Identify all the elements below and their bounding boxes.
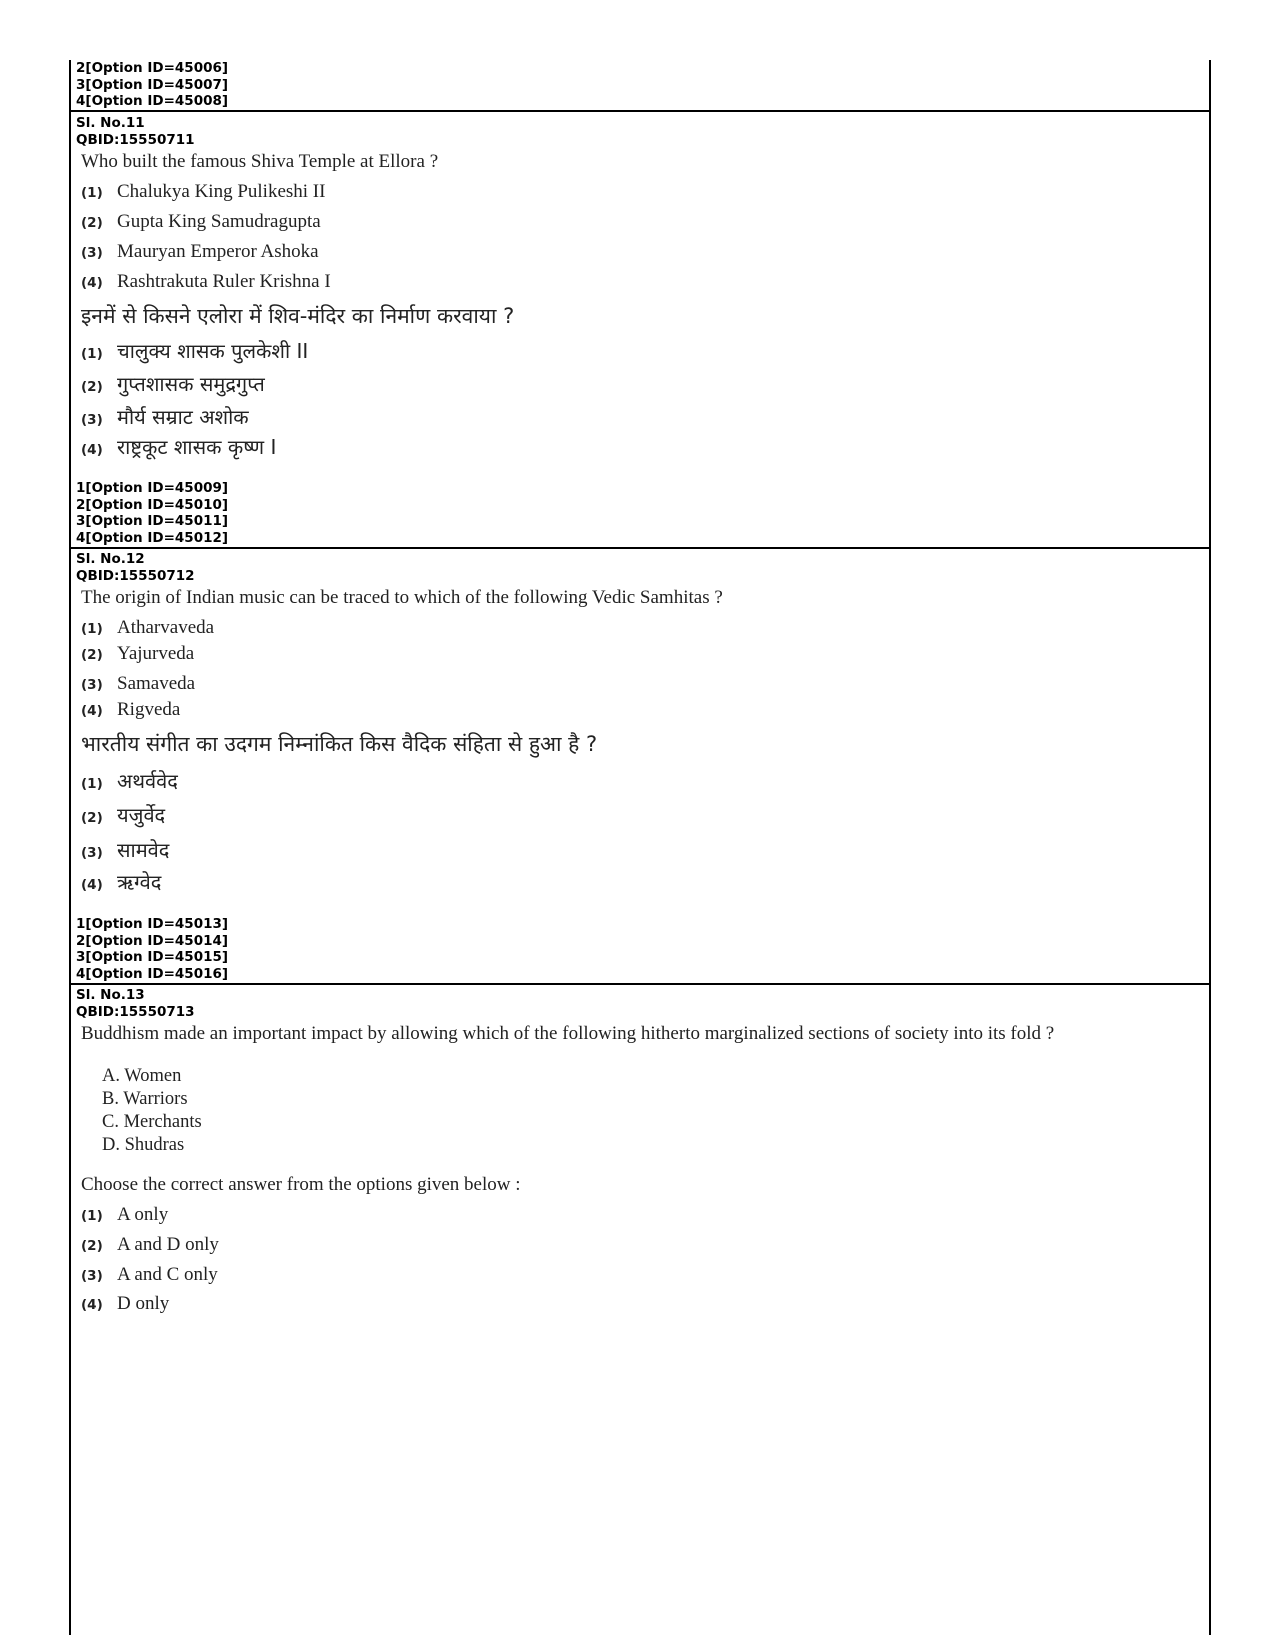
statement-list	[102, 1065, 202, 1157]
option-id: 2[Option ID=45006]	[76, 60, 229, 76]
option-hi-4: (4) ऋग्वेद	[81, 870, 162, 894]
option-id: 3[Option ID=45015]	[76, 949, 229, 965]
option-en-4: (4) Rashtrakuta Ruler Krishna I	[81, 271, 331, 292]
option-en-4: (4) D only	[81, 1293, 170, 1314]
option-id: 3[Option ID=45011]	[76, 513, 229, 529]
serial-number: Sl. No.13	[76, 987, 145, 1003]
option-id: 1[Option ID=45009]	[76, 480, 229, 496]
option-id: 4[Option ID=45016]	[76, 965, 229, 982]
option-ids	[71, 480, 228, 546]
option-id: 3[Option ID=45007]	[76, 76, 229, 93]
question-text-en: Buddhism made an important impact by allowing which of the following hitherto marginalized sections of society into its fold ?	[81, 1023, 1055, 1044]
option-id: 2[Option ID=45014]	[76, 932, 229, 949]
serial-number: Sl. No.11	[76, 115, 145, 131]
question-text-hi: भारतीय संगीत का उदगम निम्नांकित किस वैदिक संहिता से हुआ है ?	[81, 732, 598, 756]
option-en-3: (3) Mauryan Emperor Ashoka	[81, 241, 319, 262]
option-id: 4[Option ID=45008]	[76, 93, 229, 109]
statement: D. Shudras	[102, 1135, 185, 1155]
serial-number: Sl. No.12	[76, 551, 145, 567]
option-en-2: (2) Yajurveda	[81, 643, 195, 664]
question-11	[71, 115, 1209, 545]
question-12	[71, 551, 1209, 981]
option-hi-1: (1) चालुक्य शासक पुलकेशी II	[81, 339, 309, 363]
option-en-3: (3) A and C only	[81, 1264, 218, 1285]
section-divider	[71, 547, 1209, 549]
question-text-en: The origin of Indian music can be traced to which of the following Vedic Samhitas ?	[81, 587, 723, 608]
qbid: QBID:15550712	[76, 567, 195, 584]
option-id: 2[Option ID=45010]	[76, 496, 229, 513]
option-en-4: (4) Rigveda	[81, 699, 181, 720]
question-text-hi: इनमें से किसने एलोरा में शिव-मंदिर का निर्माण करवाया ?	[81, 304, 515, 328]
option-hi-2: (2) यजुर्वेद	[81, 803, 166, 827]
option-hi-2: (2) गुप्तशासक समुद्रगुप्त	[81, 372, 265, 396]
question-13	[71, 987, 1209, 1387]
statement: B. Warriors	[102, 1089, 188, 1109]
question-paper-frame	[69, 60, 1211, 1635]
option-en-2: (2) A and D only	[81, 1234, 219, 1255]
option-hi-4: (4) राष्ट्रकूट शासक कृष्ण I	[81, 435, 277, 459]
qbid: QBID:15550713	[76, 1003, 195, 1020]
option-id: 4[Option ID=45012]	[76, 529, 229, 546]
option-en-1: (1) A only	[81, 1204, 169, 1225]
option-en-1: (1) Chalukya King Pulikeshi II	[81, 181, 326, 202]
option-en-2: (2) Gupta King Samudragupta	[81, 211, 321, 232]
section-divider	[71, 110, 1209, 112]
qbid: QBID:15550711	[76, 131, 195, 148]
option-id: 1[Option ID=45013]	[76, 916, 229, 932]
question-text-en: Who built the famous Shiva Temple at Ellora ?	[81, 151, 439, 172]
option-en-1: (1) Atharvaveda	[81, 617, 215, 638]
top-option-ids	[71, 60, 1209, 110]
instruction-text: Choose the correct answer from the options given below :	[81, 1174, 521, 1195]
statement: C. Merchants	[102, 1112, 202, 1132]
section-divider	[71, 983, 1209, 985]
option-en-3: (3) Samaveda	[81, 673, 196, 694]
option-hi-3: (3) मौर्य सम्राट अशोक	[81, 405, 249, 429]
statement: A. Women	[102, 1066, 182, 1086]
option-ids	[71, 916, 228, 982]
option-hi-3: (3) सामवेद	[81, 838, 170, 862]
option-hi-1: (1) अथर्ववेद	[81, 769, 178, 793]
